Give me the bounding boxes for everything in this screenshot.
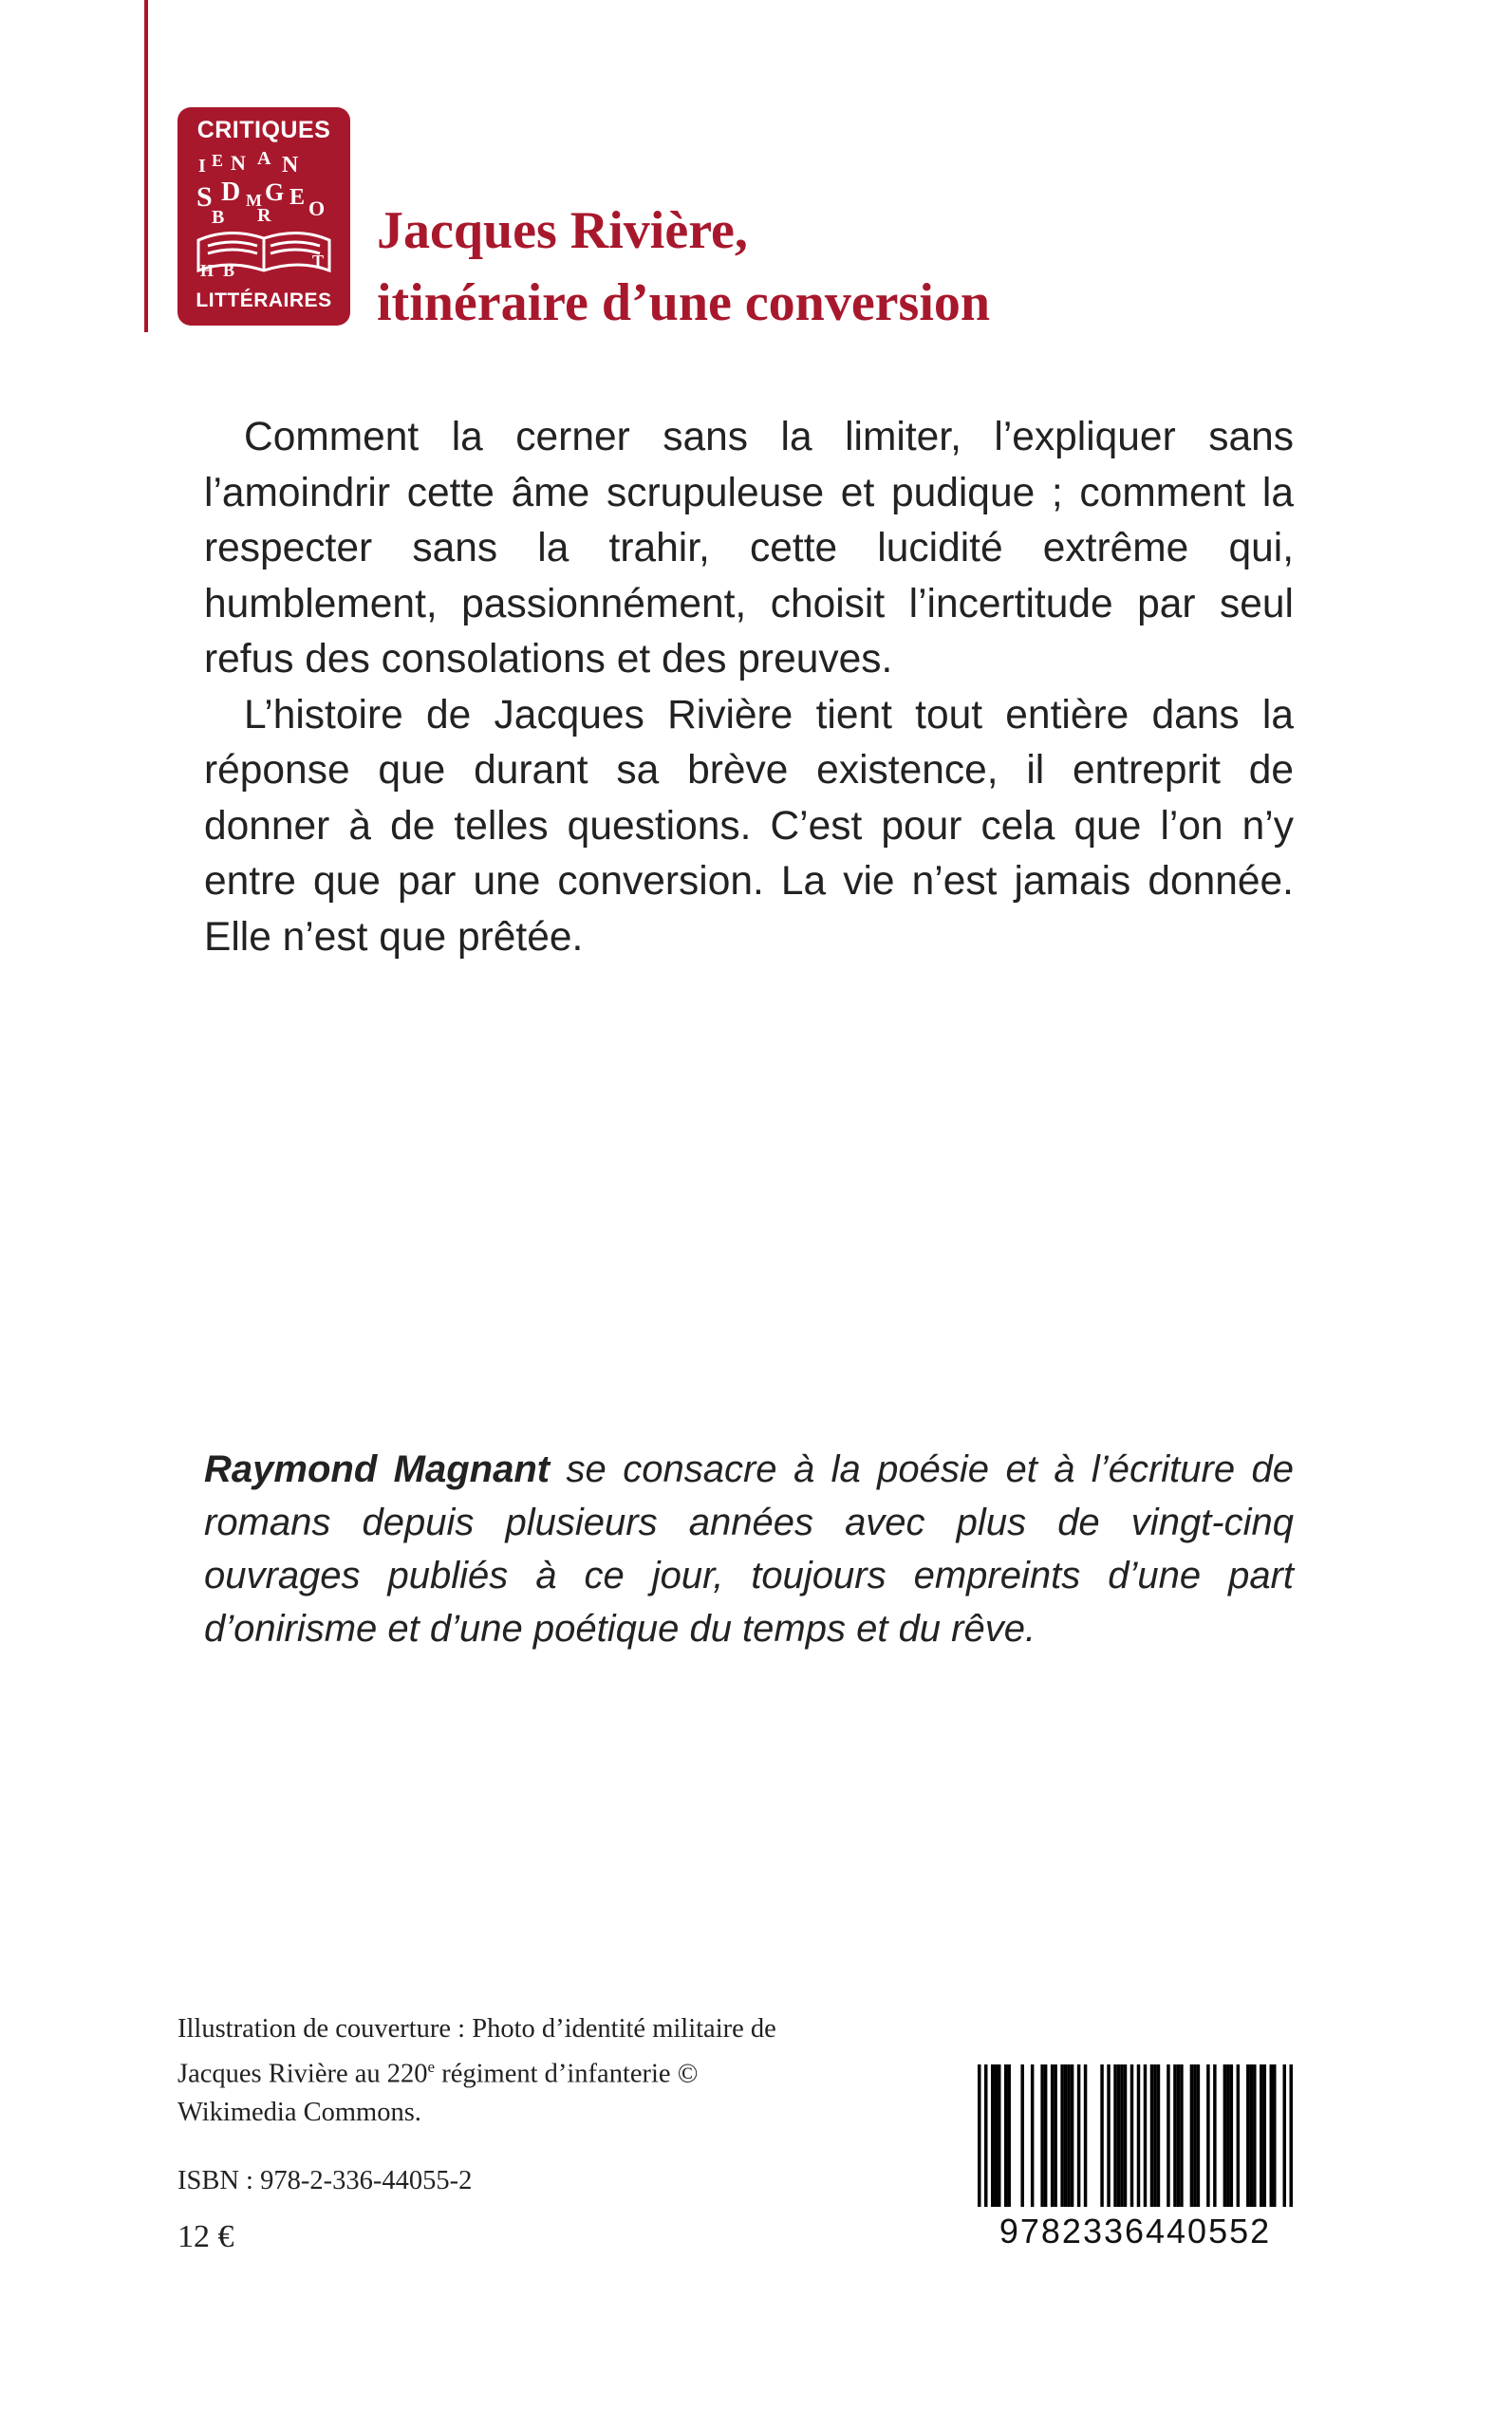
series-logo xyxy=(177,107,350,326)
barcode-bar xyxy=(1153,2064,1156,2207)
credit-text-part1: Illustration de couverture : Photo d’identité militaire de Jacques Rivière au 220 xyxy=(177,2014,776,2089)
barcode-bar xyxy=(1044,2064,1047,2207)
barcode-bar xyxy=(1064,2064,1067,2207)
barcode-bar xyxy=(1253,2064,1256,2207)
barcode-bar xyxy=(991,2064,994,2207)
series-logo-top-text: CRITIQUES xyxy=(196,117,331,143)
barcode-bar xyxy=(1190,2064,1193,2207)
svg-text:A: A xyxy=(257,148,271,169)
barcode xyxy=(978,2064,1293,2207)
barcode-bar xyxy=(994,2064,997,2207)
svg-text:O: O xyxy=(308,196,326,220)
svg-text:M: M xyxy=(246,191,262,210)
barcode-bar xyxy=(1270,2064,1273,2207)
barcode-bar xyxy=(984,2064,987,2207)
barcode-bar xyxy=(1250,2064,1253,2207)
svg-text:I: I xyxy=(198,156,206,177)
barcode-bar xyxy=(1150,2064,1153,2207)
cover-illustration-credit xyxy=(177,2010,785,2132)
barcode-number: 9782336440552 xyxy=(999,2212,1272,2250)
barcode-bar xyxy=(1117,2064,1120,2207)
barcode-bar xyxy=(978,2064,980,2207)
barcode-bar xyxy=(1157,2064,1160,2207)
svg-text:E: E xyxy=(212,151,224,170)
author-bio-text: se consacre à la poésie et à l’écriture de romans depuis plusieurs années avec plus de vingt-cinq ouvrages publiés à ce jour, toujours empreints d’une part d’onirisme et d’une poétique du temps et du rêve. xyxy=(204,1448,1294,1650)
credit-superscript: e xyxy=(427,2058,436,2076)
barcode-bar xyxy=(1283,2064,1286,2207)
barcode-bar xyxy=(1246,2064,1249,2207)
svg-text:E: E xyxy=(289,185,306,210)
barcode-bar xyxy=(1226,2064,1229,2207)
svg-text:B: B xyxy=(223,261,235,280)
left-accent-rule xyxy=(144,0,148,332)
author-bio xyxy=(204,1443,1294,1655)
barcode-bar xyxy=(1177,2064,1180,2207)
svg-text:S: S xyxy=(196,181,213,213)
back-cover-blurb xyxy=(204,410,1294,965)
barcode-bar xyxy=(1031,2064,1034,2207)
barcode-bar xyxy=(998,2064,1000,2207)
barcode-bar xyxy=(1067,2064,1070,2207)
book-title xyxy=(377,195,990,339)
svg-text:G: G xyxy=(265,178,285,206)
barcode-bar xyxy=(1130,2064,1133,2207)
isbn: ISBN : 978-2-336-44055-2 xyxy=(177,2166,473,2195)
barcode-bar xyxy=(1100,2064,1103,2207)
blurb-paragraph: L’histoire de Jacques Rivière tient tout entière dans la réponse que durant sa brève existence, il entreprit de donner à de telles questions. C’est pour cela que l’on n’y entre que par une conversion. La vie n’est jamais donnée. Elle n’est que prêtée. xyxy=(204,692,1294,960)
price: 12 € xyxy=(177,2219,234,2254)
svg-text:T: T xyxy=(312,252,325,271)
barcode-bar xyxy=(1180,2064,1183,2207)
svg-text:N: N xyxy=(231,151,246,175)
book-title-line1: Jacques Rivière, xyxy=(377,201,748,260)
barcode-bar xyxy=(1120,2064,1123,2207)
svg-text:B: B xyxy=(212,207,225,228)
barcode-bar xyxy=(1084,2064,1087,2207)
open-book-icon xyxy=(191,147,337,280)
barcode-bar xyxy=(1060,2064,1063,2207)
barcode-bar xyxy=(1193,2064,1196,2207)
barcode-bar xyxy=(1144,2064,1147,2207)
series-logo-bottom-text: LITTÉRAIRES xyxy=(196,289,332,311)
barcode-bar xyxy=(1273,2064,1276,2207)
svg-text:N: N xyxy=(282,153,299,177)
barcode-bar xyxy=(1040,2064,1043,2207)
blurb-paragraph: Comment la cerner sans la limiter, l’expliquer sans l’amoindrir cette âme scrupuleuse et pudique ; comment la respecter sans la trahir, cette lucidité extrême qui, humblement, passionnément, choisit l’incertitude par seul refus des consolations et des preuves. xyxy=(204,415,1294,682)
barcode-bar xyxy=(1107,2064,1110,2207)
barcode-bar xyxy=(1004,2064,1007,2207)
svg-text:D: D xyxy=(221,177,241,207)
barcode-bar xyxy=(1007,2064,1010,2207)
barcode-bar xyxy=(1077,2064,1080,2207)
barcode-bar xyxy=(1197,2064,1200,2207)
barcode-bar xyxy=(1230,2064,1233,2207)
barcode-bar xyxy=(1071,2064,1073,2207)
barcode-bar xyxy=(1173,2064,1176,2207)
book-title-line2: itinéraire d’une conversion xyxy=(377,273,991,332)
barcode-bar xyxy=(1124,2064,1127,2207)
credit-text-part2: régiment d’infanterie © Wikimedia Commons. xyxy=(177,2059,699,2127)
author-name: Raymond Magnant xyxy=(204,1448,551,1490)
barcode-bar xyxy=(1051,2064,1054,2207)
barcode-bar xyxy=(1263,2064,1266,2207)
barcode-bar xyxy=(1237,2064,1240,2207)
barcode-bar xyxy=(1223,2064,1226,2207)
barcode-bar xyxy=(1054,2064,1056,2207)
svg-text:R: R xyxy=(257,205,271,226)
barcode-bar xyxy=(1167,2064,1169,2207)
barcode-bar xyxy=(1020,2064,1023,2207)
barcode-bar xyxy=(1206,2064,1209,2207)
svg-text:H: H xyxy=(200,261,215,280)
barcode-bar xyxy=(1213,2064,1216,2207)
barcode-bar xyxy=(1260,2064,1262,2207)
barcode-bar xyxy=(1113,2064,1116,2207)
barcode-bar xyxy=(1290,2064,1293,2207)
barcode-bar xyxy=(1137,2064,1140,2207)
